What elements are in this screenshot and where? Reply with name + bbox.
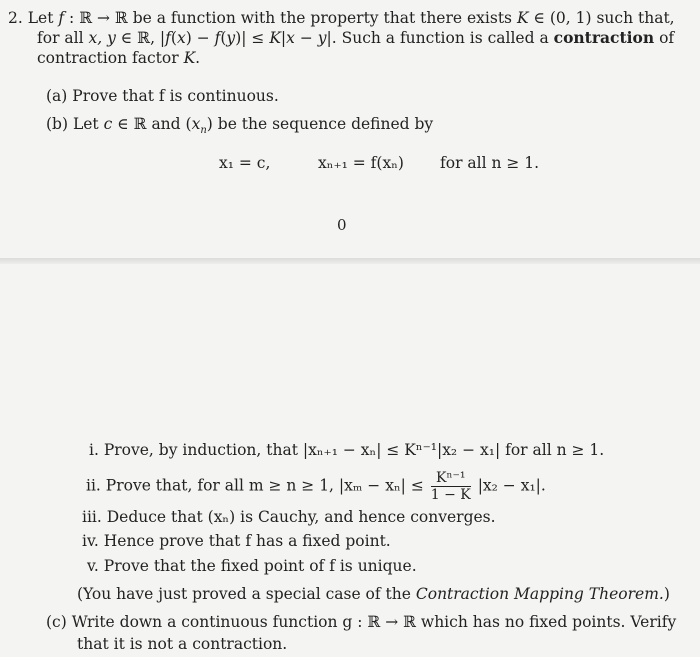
part-c: (c) Write down a continuous function g : ℝ → ℝ which has no fixed points. Verify <box>46 613 677 631</box>
theorem-note: (You have just proved a special case of the Contraction Mapping Theorem.) <box>77 585 670 603</box>
subpart-iv: iv. Hence prove that f has a fixed point. <box>82 532 391 550</box>
part-c-label: (c) <box>46 613 67 631</box>
part-b-label: (b) <box>46 115 69 133</box>
seq-condition: for all n ≥ 1. <box>440 154 540 172</box>
part-a-text: Prove that f is continuous. <box>72 87 279 105</box>
subpart-ii: ii. Prove that, for all m ≥ n ≥ 1, |xₘ − xₙ| ≤ $\frac{\text{Kⁿ⁻¹}}{1 - K}$ |x₂ − x₁|. <box>86 470 546 503</box>
part-a <box>46 86 279 106</box>
intro-line-2: for all x, y ∈ ℝ, |f(x) − f(y)| ≤ K|x − y|. Such a function is called a contraction of <box>37 28 675 47</box>
seq-initial: x₁ = c, <box>219 154 271 172</box>
problem-number: 2. <box>8 9 23 27</box>
intro-line-3: contraction factor K. <box>37 49 201 67</box>
stray-zero: 0 <box>337 216 347 234</box>
contraction-term: contraction <box>553 28 655 47</box>
intro-line-1: 2. Let f : ℝ → ℝ be a function with the property that there exists K ∈ (0, 1) such that, <box>8 9 675 27</box>
function-signature: f <box>58 9 65 27</box>
part-a-label: (a) <box>46 87 68 105</box>
part-b: (b) Let c ∈ ℝ and $(x_n)$ be the sequence defined by <box>46 115 434 137</box>
sequence-definition <box>219 153 270 173</box>
subpart-iii: iii. Deduce that (xₙ) is Cauchy, and hence converges. <box>82 508 496 526</box>
subpart-v: v. Prove that the fixed point of f is unique. <box>87 557 417 575</box>
subpart-i: i. Prove, by induction, that |xₙ₊₁ − xₙ| ≤ Kⁿ⁻¹|x₂ − x₁| for all n ≥ 1. <box>89 441 605 459</box>
fraction: $\frac{\text{Kⁿ⁻¹}}{1 - K}$ <box>430 470 471 503</box>
seq-recurrence: xₙ₊₁ = f(xₙ) <box>318 154 404 172</box>
part-c-line-2: that it is not a contraction. <box>77 635 288 653</box>
page-divider <box>0 258 700 264</box>
